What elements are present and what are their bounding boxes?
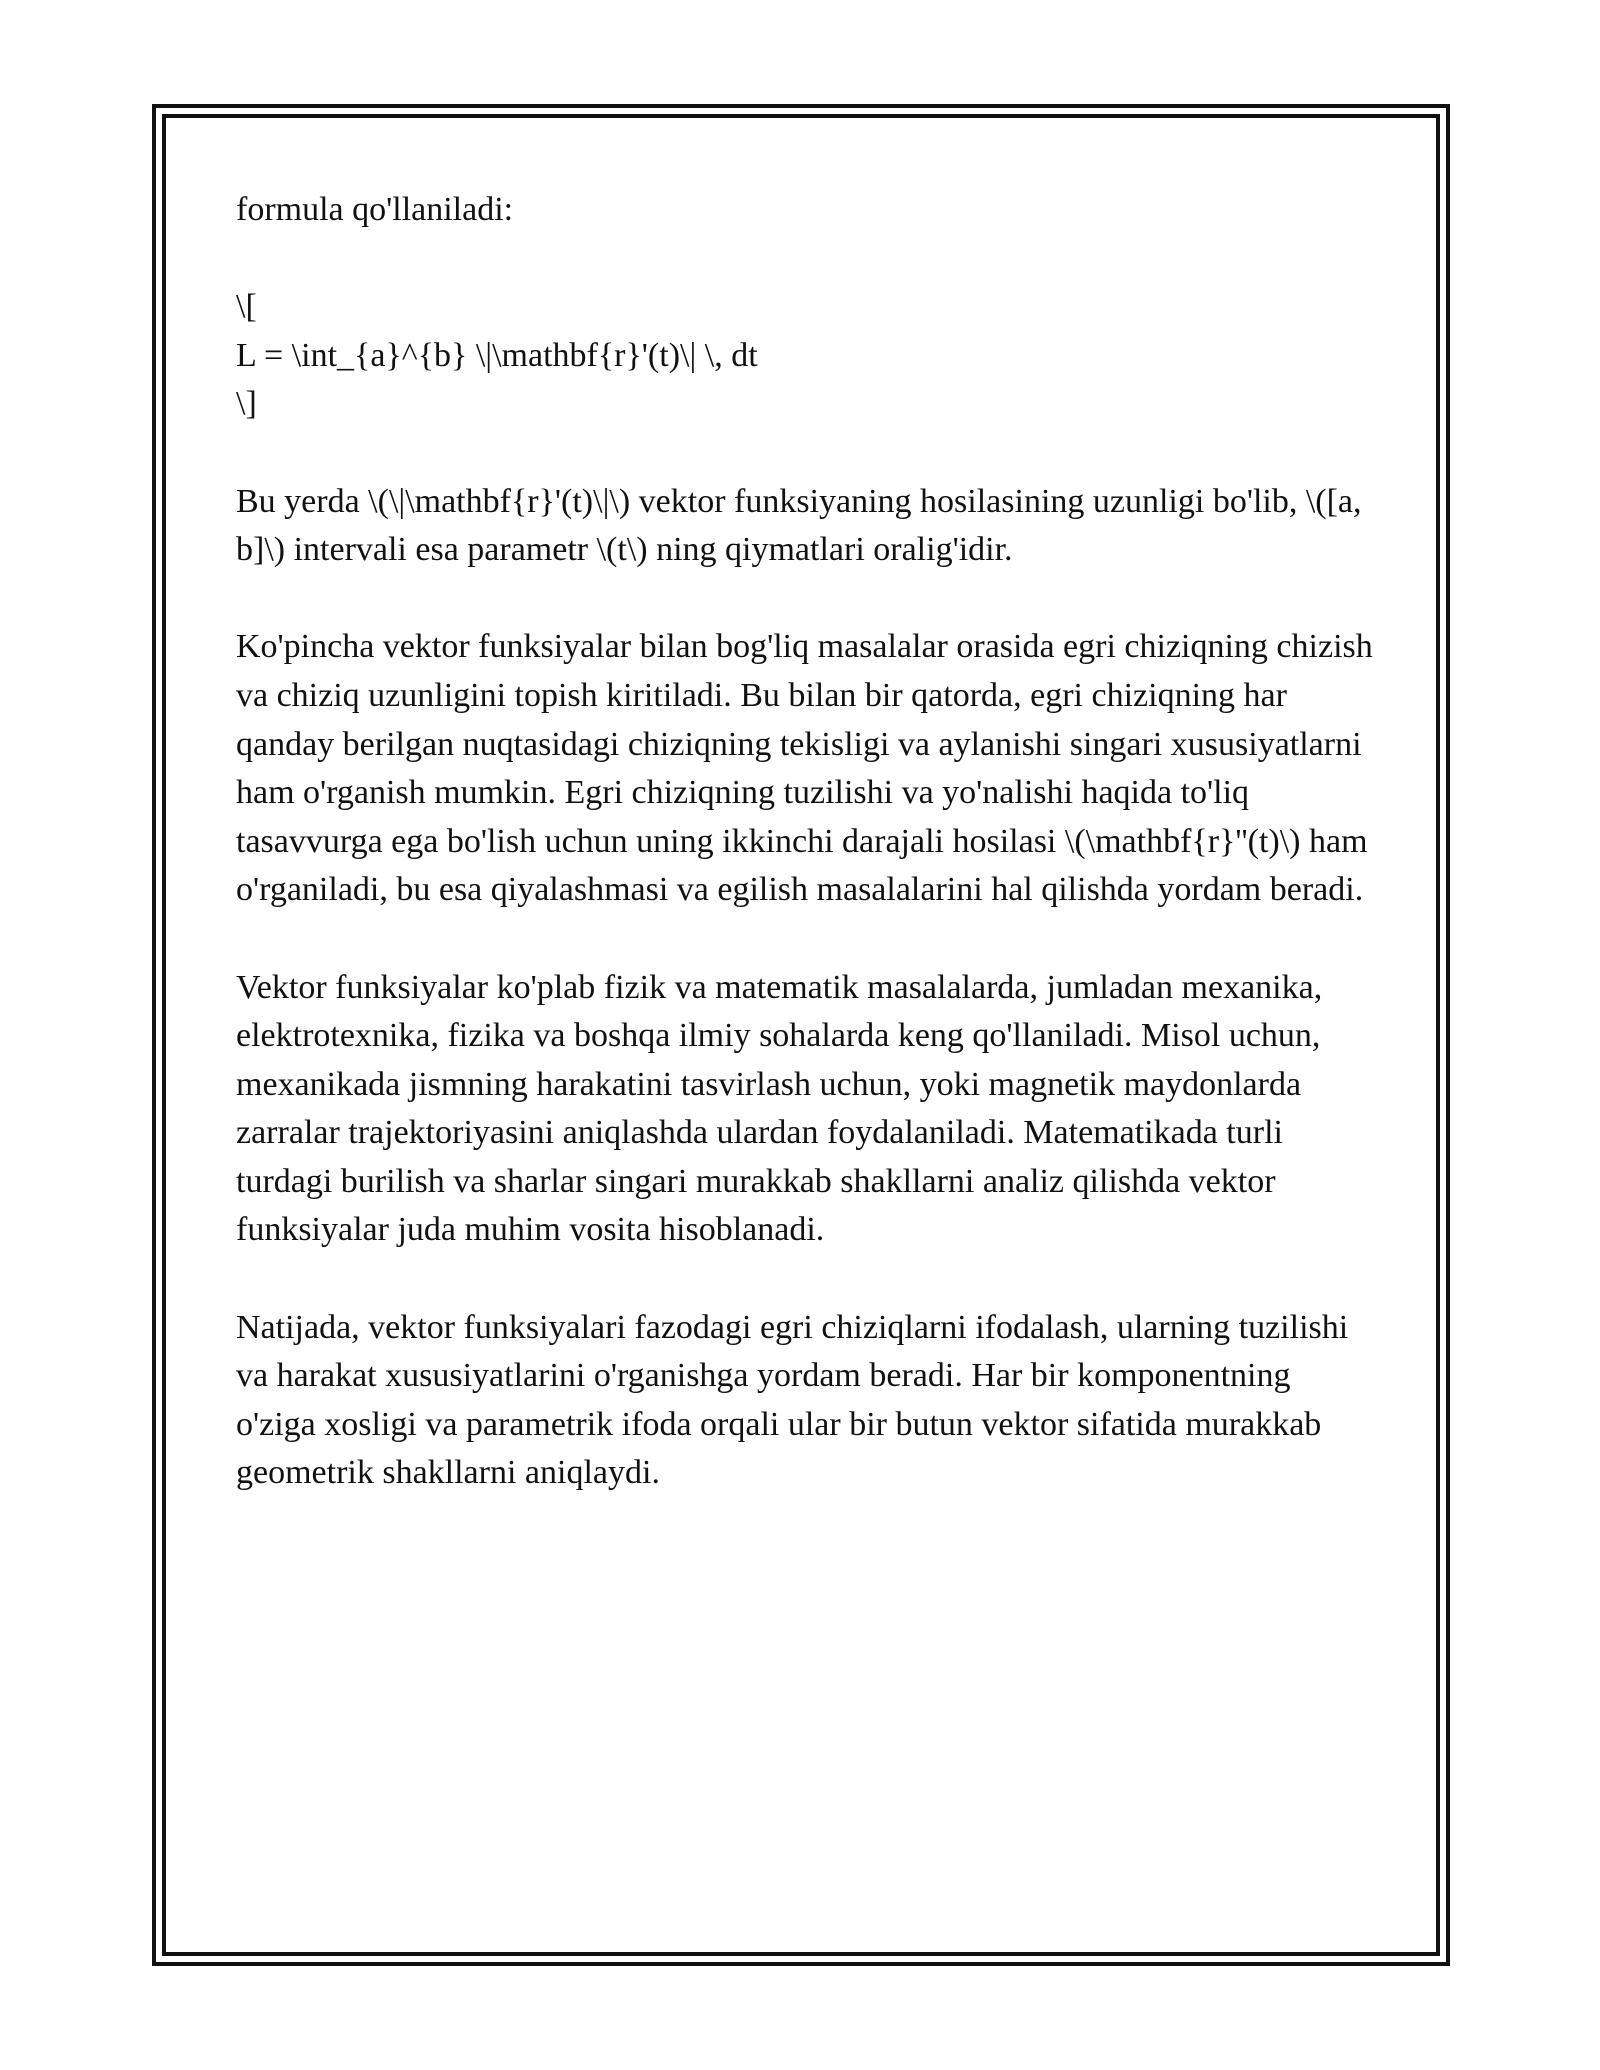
intro-line: formula qo'llaniladi: [236, 191, 514, 228]
paragraph-3: Vektor funksiyalar ko'plab fizik va matematik masalalarda, jumladan mexanika, elektrotexnika, fizika va boshqa ilmiy sohalarda keng qo'llaniladi. Misol uchun, mexanikada jismning harakatini tasvirlash uchun, yoki magnetik maydonlarda zarralar trajektoriyasini aniqlashda ulardan foydalaniladi. Matematikada turli turdagi burilish va sharlar singari murakkab shakllarni analiz qilishda vektor funksiyalar juda muhim vosita hisoblanadi. [236, 968, 1323, 1249]
paragraph-4: Natijada, vektor funksiyalari fazodagi egri chiziqlarni ifodalash, ularning tuzilishi va harakat xususiyatlarini o'rganishga yordam beradi. Har bir komponentning o'ziga xosligi va parametrik ifoda orqali ular bir butun vektor sifatida murakkab geometrik shakllarni aniqlaydi. [236, 1308, 1349, 1492]
document-body [236, 186, 1376, 1547]
paragraph-1: Bu yerda \(\|\mathbf{r}'(t)\|\) vektor funksiyaning hosilasining uzunligi bo'lib, \([a, b]\) intervali esa parametr \(t\) ning qiymatlari oralig'idir. [236, 482, 1362, 569]
formula-body: L = \int_{a}^{b} \|\mathbf{r}'(t)\| \, dt [236, 336, 758, 374]
formula-block [236, 283, 1376, 429]
formula-close: \] [236, 385, 257, 423]
formula-open: \[ [236, 288, 257, 326]
paragraph-2: Ko'pincha vektor funksiyalar bilan bog'liq masalalar orasida egri chiziqning chizish va chiziq uzunligini topish kiritiladi. Bu bilan bir qatorda, egri chiziqning har qanday berilgan nuqtasidagi chiziqning tekisligi va aylanishi singari xususiyatlarni ham o'rganish mumkin. Egri chiziqning tuzilishi va yo'nalishi haqida to'liq tasavvurga ega bo'lish uchun uning ikkinchi darajali hosilasi \(\mathbf{r}''(t)\) ham o'rganiladi, bu esa qiyalashmasi va egilish masalalarini hal qilishda yordam beradi. [236, 628, 1373, 909]
